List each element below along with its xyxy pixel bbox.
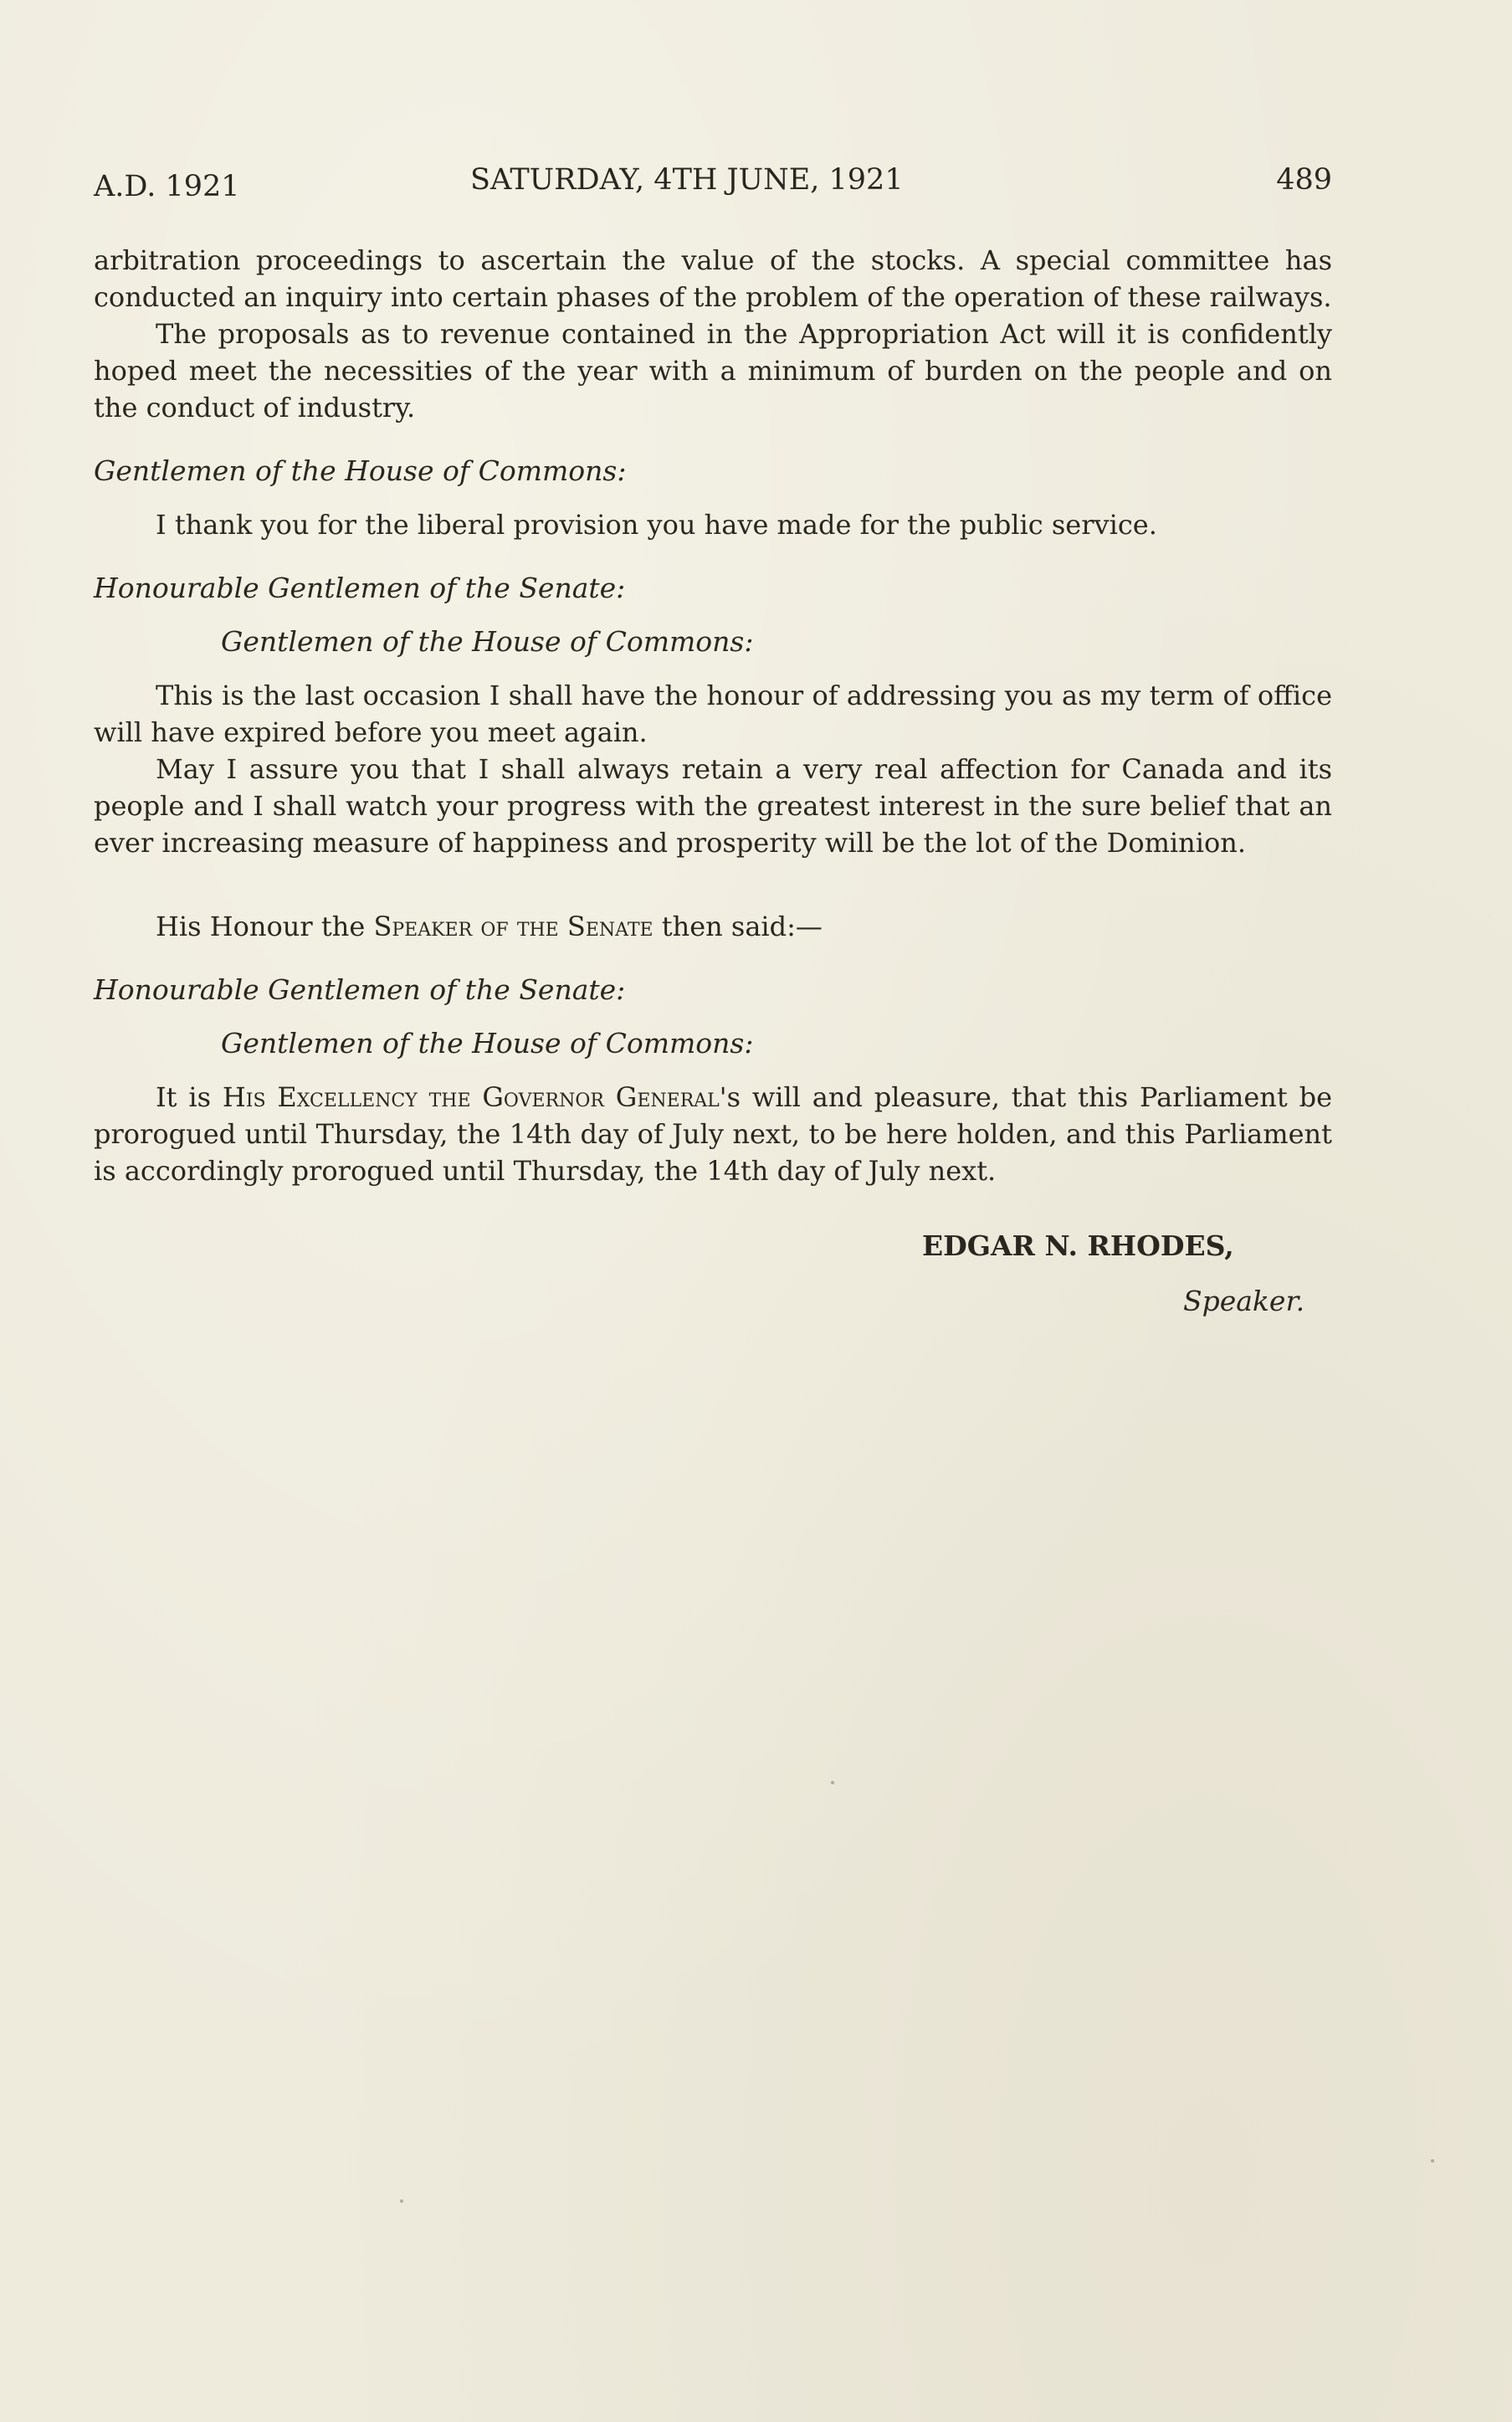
paragraph-thanks: I thank you for the liberal provision you have made for the public service.: [156, 509, 1157, 541]
paragraph-revenue: The proposals as to revenue contained in the Appropriation Act will it is confidently hoped meet the necessities of the year with a minimum of burden on the people and on the conduct of industry.: [94, 318, 1332, 423]
running-head: [94, 163, 1332, 208]
paper-speck: [400, 2199, 403, 2203]
page-number: 489: [1276, 163, 1332, 197]
signature-name: EDGAR N. RHODES,: [922, 1229, 1234, 1262]
signature-block: [94, 1229, 1332, 1338]
document-page: [94, 163, 1332, 1338]
paragraph-affection: May I assure you that I shall always retain a very real affection for Canada and its people and I shall watch your progress with the greatest interest in the sure belief that an ever increasing measure of happiness and prosperity will be the lot of the Dominion.: [94, 753, 1332, 859]
heading-commons-3: Gentlemen of the House of Commons:: [221, 1027, 754, 1060]
header-date: SATURDAY, 4TH JUNE, 1921: [470, 163, 904, 197]
header-year: A.D. 1921: [94, 170, 240, 203]
paragraph-prorogation: It is His Excellency the Governor General's will and pleasure, that this Parliament be prorogued until Thursday, the 14th day of July next, to be here holden, and this Parliament is accordingly prorogued until Thursday, the 14th day of July next.: [94, 1081, 1333, 1187]
document-body: [94, 242, 1332, 1189]
heading-commons: Gentlemen of the House of Commons:: [94, 454, 627, 487]
paper-speck: [831, 1781, 834, 1784]
heading-senate: Honourable Gentlemen of the Senate:: [94, 572, 626, 604]
signature-title: Speaker.: [1183, 1285, 1305, 1317]
heading-senate-2: Honourable Gentlemen of the Senate:: [94, 973, 626, 1006]
paragraph-speaker-said: His Honour the Speaker of the Senate then said:—: [156, 911, 823, 942]
paper-speck: [1431, 2159, 1434, 2163]
heading-commons-2: Gentlemen of the House of Commons:: [221, 625, 754, 658]
paragraph-last-occasion: This is the last occasion I shall have the honour of addressing you as my term of office will have expired before you meet again.: [94, 680, 1332, 748]
paragraph-arbitration: arbitration proceedings to ascertain the value of the stocks. A special committee has conducted an inquiry into certain phases of the problem of the operation of these railways.: [94, 244, 1332, 313]
